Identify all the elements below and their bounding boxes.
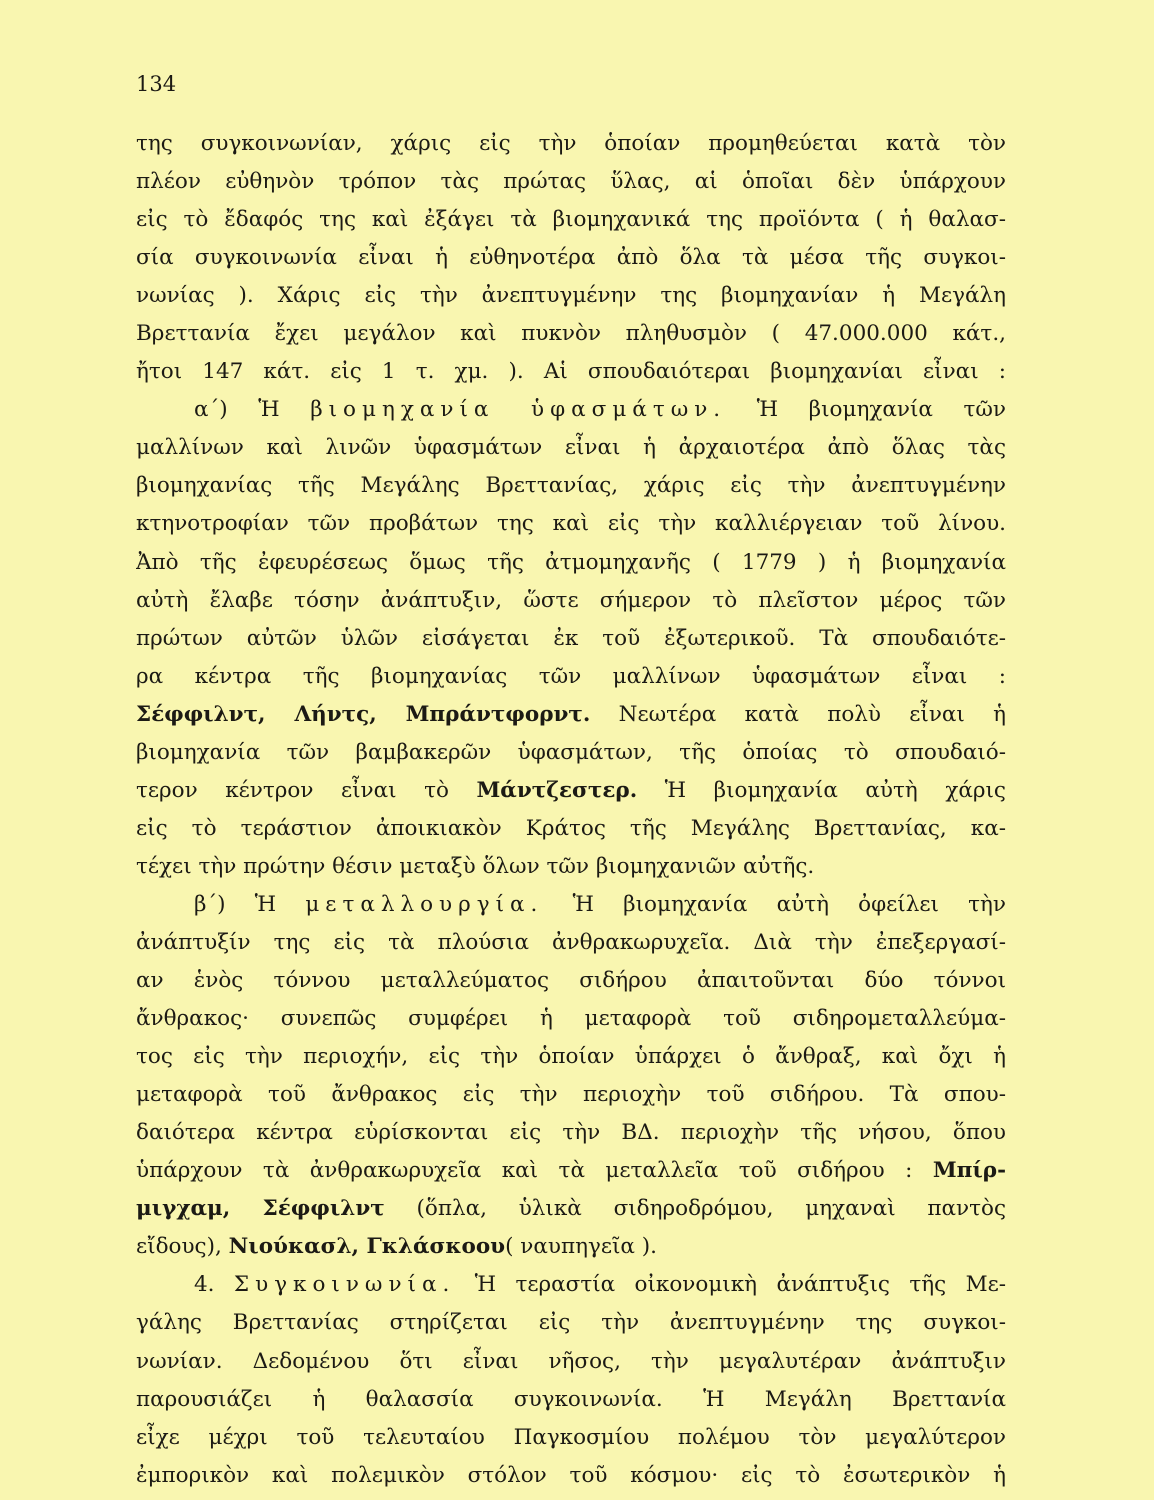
line-text: εἴδους), xyxy=(136,1234,222,1260)
line-text: ( ναυπηγεῖα ). xyxy=(505,1234,657,1260)
body-text xyxy=(136,125,1006,1495)
text-line: μεταφορὰ τοῦ ἄνθρακος εἰς τὴν περιοχὴν τοῦ σιδήρου. Τὰ σπου- xyxy=(136,1082,1006,1108)
text-line: ρα κέντρα τῆς βιομηχανίας τῶν μαλλίνων ὑφασμάτων εἶναι : xyxy=(136,663,1006,689)
line-text: Ἡ βιομηχανία τῶν xyxy=(756,397,1006,423)
text-line-birmingham xyxy=(136,1152,1006,1190)
text-line: βιομηχανία τῶν βαμβακερῶν ὑφασμάτων, τῆς ὁποίας τὸ σπουδαιό- xyxy=(136,739,1006,765)
text-line: βιομηχανίας τῆς Μεγάλης Βρεττανίας, χάρις εἰς τὴν ἀνεπτυγμένην xyxy=(136,473,1006,499)
text-line: παρουσιάζει ἡ θαλασσία συγκοινωνία. Ἡ Μεγάλη Βρεττανία xyxy=(136,1386,1006,1412)
section-heading-metallurgy: μεταλλουργία. xyxy=(305,891,544,917)
text-line: εἶχε μέχρι τοῦ τελευταίου Παγκοσμίου πολέμου τὸν μεγαλύτερον xyxy=(136,1424,1006,1450)
line-text: β΄) Ἡ xyxy=(194,891,277,917)
text-line: ἤτοι 147 κάτ. εἰς 1 τ. χμ. ). Αἱ σπουδαιότεραι βιομηχανίαι εἶναι : xyxy=(136,359,1006,385)
text-line: ἄνθρακος· συνεπῶς συμφέρει ἡ μεταφορὰ τοῦ σιδηρομεταλλεύμα- xyxy=(136,1006,1006,1032)
text-line: τέχει τὴν πρώτην θέσιν μεταξὺ ὅλων τῶν βιομηχανιῶν αὐτῆς. xyxy=(136,853,815,879)
text-line: εἰς τὸ ἔδαφός της καὶ ἐξάγει τὰ βιομηχανικά της προϊόντα ( ἡ θαλασ- xyxy=(136,207,1006,233)
line-text: τερον κέντρον εἶναι τὸ xyxy=(136,777,449,803)
bold-place-names: μιγχαμ, Σέφφιλντ xyxy=(136,1196,385,1222)
line-text: Ἡ βιομηχανία αὐτὴ χάρις xyxy=(664,777,1006,803)
text-line: ἐμπορικὸν καὶ πολεμικὸν στόλον τοῦ κόσμου· εἰς τὸ ἐσωτερικὸν ἡ xyxy=(136,1462,1006,1488)
text-line: πλέον εὐθηνὸν τρόπον τὰς πρώτας ὕλας, αἱ ὁποῖαι δὲν ὑπάρχουν xyxy=(136,169,1006,195)
text-line: αν ἑνὸς τόννου μεταλλεύματος σιδήρου ἀπαιτοῦνται δύο τόννοι xyxy=(136,968,1006,994)
bold-place-names: Μάντζεστερ. xyxy=(476,777,638,803)
text-line-heading-metallurgy xyxy=(136,886,1006,924)
text-line: εἰς τὸ τεράστιον ἀποικιακὸν Κράτος τῆς Μεγάλης Βρεττανίας, κα- xyxy=(136,815,1006,841)
line-text: α΄) Ἡ xyxy=(194,397,280,423)
text-line: Βρεττανία ἔχει μεγάλον καὶ πυκνὸν πληθυσμὸν ( 47.000.000 κάτ., xyxy=(136,321,1006,347)
text-line: Ἀπὸ τῆς ἐφευρέσεως ὅμως τῆς ἀτμομηχανῆς ( 1779 ) ἡ βιομηχανία xyxy=(136,549,1006,575)
text-line: της συγκοινωνίαν, χάρις εἰς τὴν ὁποίαν προμηθεύεται κατὰ τὸν xyxy=(136,131,1006,156)
text-line: αὐτὴ ἔλαβε τόσην ἀνάπτυξιν, ὥστε σήμερον τὸ πλεῖστον μέρος τῶν xyxy=(136,587,1006,613)
page-number: 134 xyxy=(136,72,177,96)
text-line: γάλης Βρεττανίας στηρίζεται εἰς τὴν ἀνεπτυγμένην της συγκοι- xyxy=(136,1310,1006,1336)
line-text: Ἡ βιομηχανία αὐτὴ ὀφείλει τὴν xyxy=(572,891,1006,917)
text-line: τος εἰς τὴν περιοχήν, εἰς τὴν ὁποίαν ὑπάρχει ὁ ἄνθραξ, καὶ ὄχι ἡ xyxy=(136,1044,1006,1070)
line-text: 4. xyxy=(194,1272,215,1298)
text-line: μαλλίνων καὶ λινῶν ὑφασμάτων εἶναι ἡ ἀρχαιοτέρα ἀπὸ ὅλας τὰς xyxy=(136,435,1006,461)
text-line: κτηνοτροφίαν τῶν προβάτων της καὶ εἰς τὴν καλλιέργειαν τοῦ λίνου. xyxy=(136,511,1006,537)
text-line-heading-textiles xyxy=(136,391,1006,429)
text-line-sheffield xyxy=(136,1190,1006,1228)
line-text: ὑπάρχουν τὰ ἀνθρακωρυχεῖα καὶ τὰ μεταλλεῖα τοῦ σιδήρου : xyxy=(136,1158,913,1184)
text-line: σία συγκοινωνία εἶναι ἡ εὐθηνοτέρα ἀπὸ ὅλα τὰ μέσα τῆς συγκοι- xyxy=(136,245,1006,271)
bold-place-names: Μπίρ- xyxy=(932,1158,1006,1184)
text-line-heading-communication xyxy=(136,1266,1006,1304)
bold-place-names: Σέφφιλντ, Λήντς, Μπράντφορντ. xyxy=(136,701,591,727)
text-line-newcastle xyxy=(136,1228,1006,1266)
text-line: πρώτων αὐτῶν ὑλῶν εἰσάγεται ἐκ τοῦ ἐξωτερικοῦ. Τὰ σπουδαιότε- xyxy=(136,625,1006,651)
line-text: Νεωτέρα κατὰ πολὺ εἶναι ἡ xyxy=(618,701,1006,727)
line-text: (ὅπλα, ὑλικὰ σιδηροδρόμου, μηχαναὶ παντὸς xyxy=(416,1196,1006,1222)
text-line: νωνίαν. Δεδομένου ὅτι εἶναι νῆσος, τὴν μεγαλυτέραν ἀνάπτυξιν xyxy=(136,1348,1006,1374)
section-heading-communication: Συγκοινωνία. xyxy=(233,1272,456,1298)
text-line: νωνίας ). Χάρις εἰς τὴν ἀνεπτυγμένην της βιομηχανίαν ἡ Μεγάλη xyxy=(136,283,1006,309)
line-text: Ἡ τεραστία οἰκονομικὴ ἀνάπτυξις τῆς Με- xyxy=(474,1272,1006,1298)
text-line: ἀνάπτυξίν της εἰς τὰ πλούσια ἀνθρακωρυχεῖα. Διὰ τὴν ἐπεξεργασί- xyxy=(136,929,1006,955)
bold-place-names: Νιούκασλ, Γκλάσκοου xyxy=(228,1234,506,1260)
section-heading-textiles: βιομηχανία ὑφασμάτων. xyxy=(310,397,727,423)
text-line-cities-wool xyxy=(136,696,1006,734)
text-line: δαιότερα κέντρα εὑρίσκονται εἰς τὴν ΒΔ. περιοχὴν τῆς νήσου, ὅπου xyxy=(136,1120,1006,1146)
text-line-manchester xyxy=(136,772,1006,810)
